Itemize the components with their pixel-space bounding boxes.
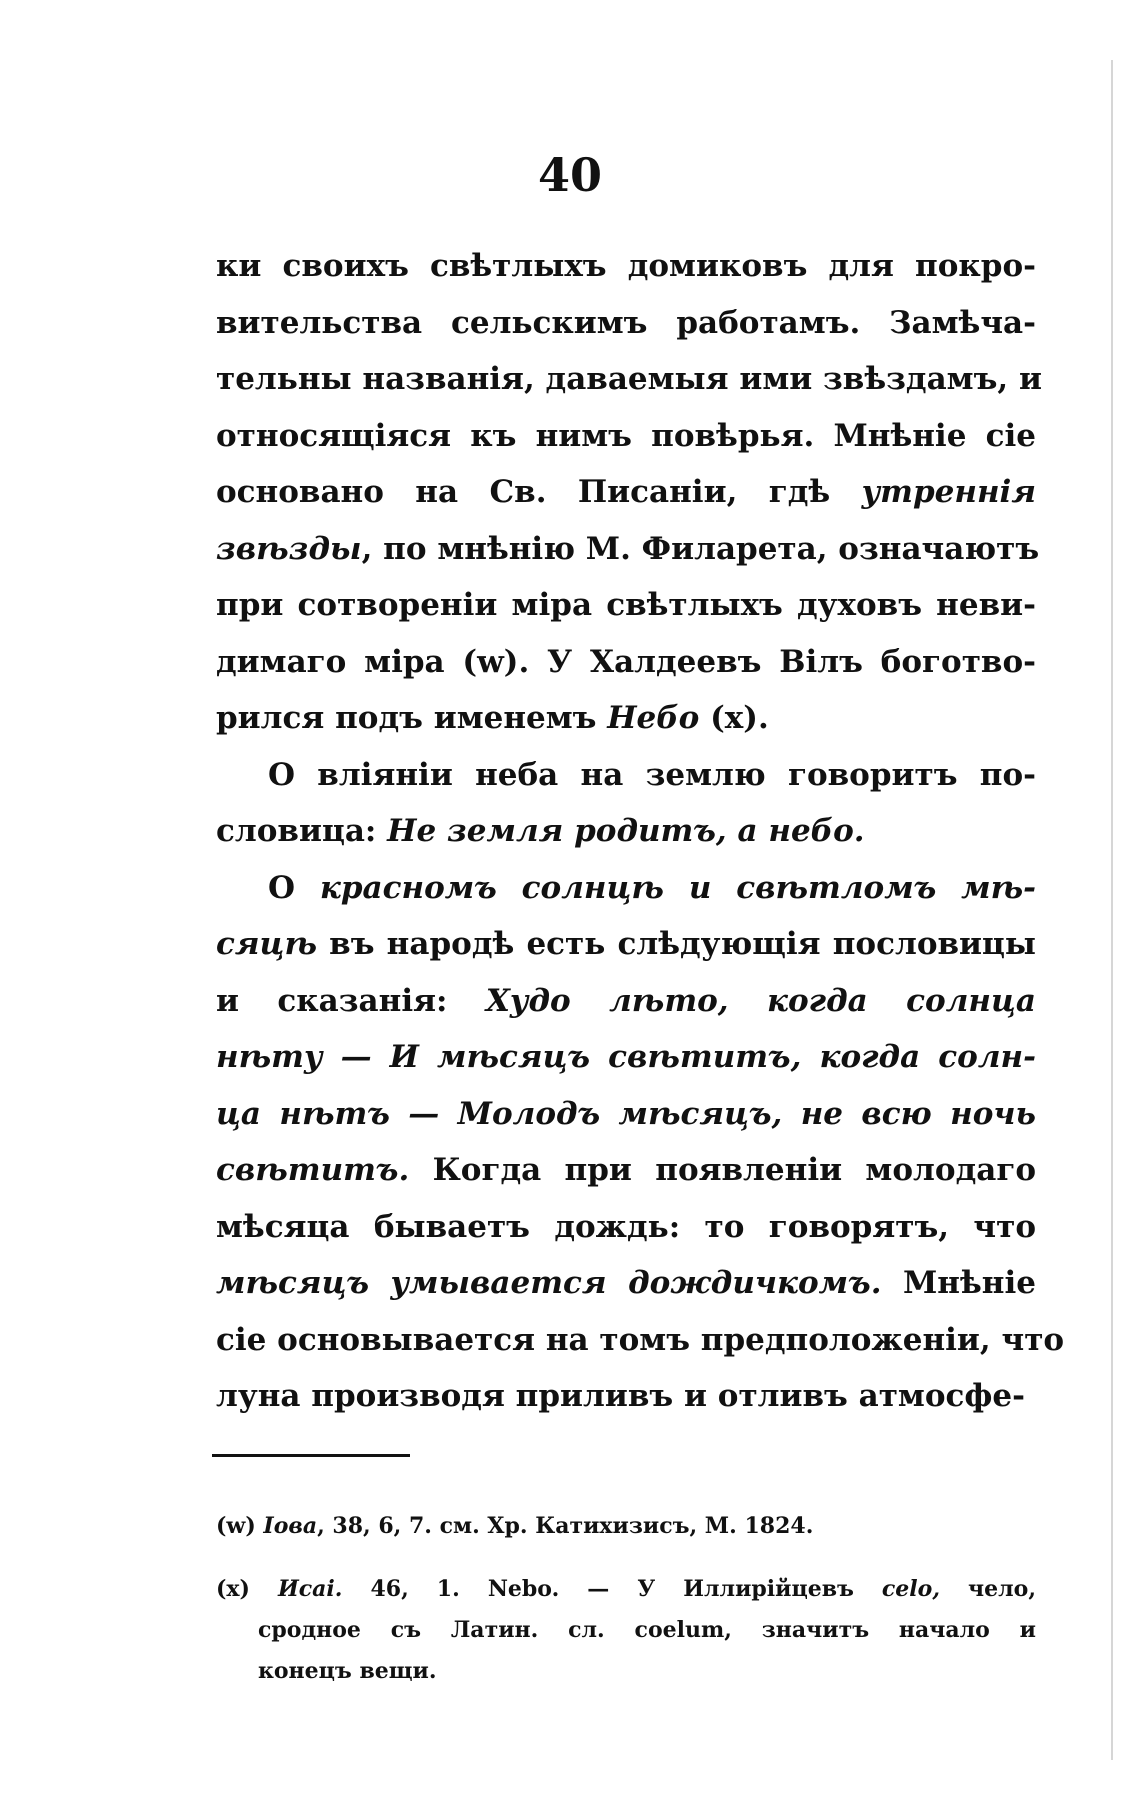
italic-text: красномъ солнцѣ и свѣтломъ мѣ- (319, 869, 1036, 906)
italic-text: сяцѣ (216, 926, 317, 962)
text-line (216, 973, 1036, 1030)
text-line (216, 1368, 1036, 1425)
text-run: относящіяся къ нимъ повѣрья. Мнѣніе сіе (216, 417, 1036, 454)
text-run: въ народѣ есть слѣдующія пословицы (317, 926, 1036, 962)
footnotes (216, 1484, 1036, 1714)
main-text (216, 238, 1065, 1425)
footnote (216, 1569, 1036, 1692)
text-run: и сказанія: (216, 982, 486, 1019)
text-line (216, 464, 1036, 521)
text-line (216, 1312, 1065, 1369)
text-run: луна производя приливъ и отливъ атмосфе- (216, 1378, 1025, 1414)
text-run: ки своихъ свѣтлыхъ домиковъ для покро- (216, 248, 1036, 284)
text-run: сродное съ Латин. сл. coelum, значитъ начало и (258, 1617, 1036, 1643)
text-line (216, 634, 1036, 691)
text-line (216, 408, 1036, 465)
text-run: (w) (216, 1513, 264, 1539)
text-run: мѣсяца бываетъ дождь: то говорятъ, что (216, 1208, 1036, 1245)
italic-text: Худо лѣто, когда солнца (485, 982, 1036, 1019)
text-run: чело, (940, 1576, 1036, 1602)
text-run: Мнѣніе (881, 1265, 1036, 1301)
text-line (216, 803, 1036, 860)
italic-text: мѣсяцъ умывается дождичкомъ. (216, 1265, 882, 1301)
text-run: , по мнѣнію М. Филарета, означаютъ (361, 530, 1040, 567)
text-run: димаго міра (w). У Халдеевъ Вілъ боготво- (216, 643, 1036, 680)
text-line (216, 1506, 1036, 1547)
italic-text: Не земля родитъ, а небо. (387, 813, 865, 849)
text-line (216, 916, 1036, 973)
italic-text: свѣтитъ. (216, 1152, 410, 1188)
text-run: сіе основывается на томъ предположеніи, что (216, 1321, 1065, 1358)
footnote (216, 1506, 1036, 1547)
paragraph (216, 238, 1042, 747)
text-run: при сотвореніи міра свѣтлыхъ духовъ неви- (216, 587, 1036, 623)
italic-text: Исаі. (277, 1576, 343, 1602)
text-run: рился подъ именемъ (216, 700, 608, 736)
italic-text: Небо (607, 700, 700, 736)
text-run: 46, 1. Nebo. — У Иллирійцевъ (342, 1576, 882, 1602)
text-line (216, 1610, 1036, 1651)
text-line (216, 747, 1036, 804)
text-run: О вліяніи неба на землю говоритъ по- (268, 756, 1036, 793)
text-line (216, 1142, 1036, 1199)
text-run: Когда при появленіи молодаго (409, 1152, 1036, 1188)
text-line (216, 577, 1036, 634)
text-run: словица: (216, 813, 388, 849)
paragraph (216, 747, 1036, 860)
italic-text: утреннія (861, 474, 1036, 510)
italic-text: celo, (881, 1576, 940, 1602)
text-run: основано на Св. Писаніи, гдѣ (216, 474, 862, 510)
italic-text: Іова (263, 1513, 318, 1539)
text-line (216, 860, 1036, 917)
text-run: О (268, 869, 320, 906)
text-run: вительства сельскимъ работамъ. Замѣча- (216, 304, 1036, 341)
text-line (216, 295, 1036, 352)
text-line (216, 1255, 1036, 1312)
text-line (216, 1086, 1036, 1143)
page-number: 40 (537, 148, 602, 202)
text-line (216, 238, 1036, 295)
text-line (216, 1199, 1036, 1256)
text-line (216, 1569, 1036, 1610)
text-line (216, 521, 1040, 578)
text-run: (x) (216, 1576, 278, 1602)
text-run: конецъ вещи. (258, 1658, 437, 1684)
italic-text: ца нѣтъ — Молодъ мѣсяцъ, не всю ночь (216, 1095, 1036, 1132)
text-run: , 38, 6, 7. см. Хр. Катихизисъ, М. 1824. (317, 1513, 814, 1539)
text-run: (x). (699, 700, 769, 736)
italic-text: звѣзды (216, 530, 362, 567)
text-run: тельны названія, даваемыя ими звѣздамъ, и (216, 361, 1042, 397)
footnote-divider (212, 1454, 410, 1457)
text-line (216, 690, 1036, 747)
text-line (216, 1651, 1036, 1692)
text-line (216, 351, 1042, 408)
text-line (216, 1029, 1036, 1086)
page-edge-line (1111, 60, 1113, 1760)
italic-text: нѣту — И мѣсяцъ свѣтитъ, когда солн- (216, 1039, 1036, 1075)
paragraph (216, 860, 1065, 1425)
